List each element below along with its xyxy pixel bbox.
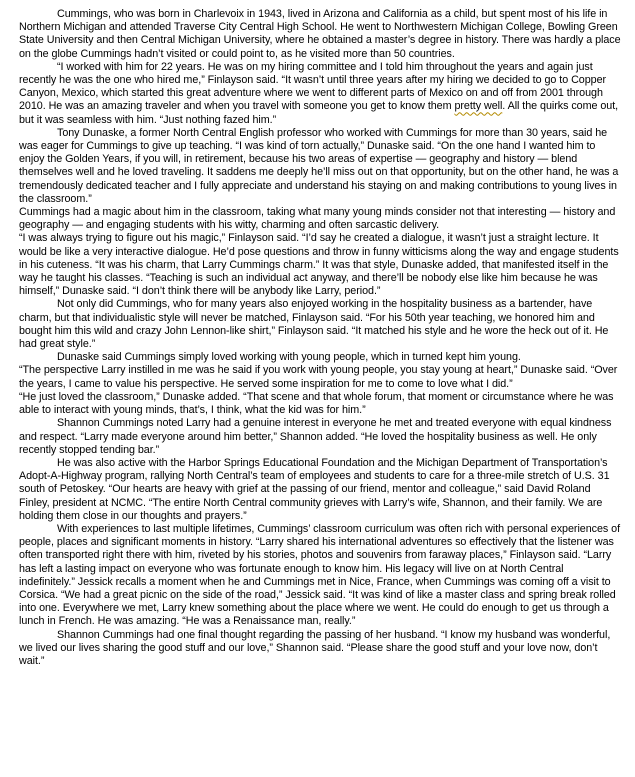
paragraph-2 <box>19 61 621 127</box>
paragraph-3: Tony Dunaske, a former North Central English professor who worked with Cummings for more than 30 years, said he was eager for Cummings to give up teaching. “I was kind of torn actually,” Dunaske said. “On the one hand I wanted him to enjoy the Golden Years, if you will, in retirement, because his two areas of expertise — geography and history — blend themselves well and he loved traveling. It saddens me deeply he’ll miss out on that opportunity, but on the other hand, he was a tremendously dedicated teacher and I fully appreciate and understand his staying on and making contributions to young lives in the classroom.” <box>19 126 619 205</box>
paragraph-6: Not only did Cummings, who for many years also enjoyed working in the hospitality business as a bartender, have charm, but that individualistic style will never be matched, Finlayson said. “For his 50th year teaching, we honored him and bought him this wild and crazy John Lennon-like shirt,” Finlayson said. “It matched his style and he wore the heck out of it. He had great style.” <box>19 298 609 351</box>
paragraph-9: “He just loved the classroom,” Dunaske added. “That scene and that whole forum, that moment or circumstance where he was able to interact with young minds, that’s, I think, what the kid was for him.” <box>19 390 614 417</box>
paragraph-2-text-before: “I worked with him for 22 years. He was on my hiring committee and I told him throughout the years and again just recently he was the one who hired me,” Finlayson said. “It wasn’t until three years after my hiring we decided to go to Copper Canyon, Mexico, which started this great adventure where we went to different parts of Mexico on and off from 2001 through 2010. He was an amazing traveler and when you travel with someone you get to know them <box>19 60 607 113</box>
paragraph-7: Dunaske said Cummings simply loved working with young people, which in turned kept him young. <box>57 351 521 364</box>
paragraph-4: Cummings had a magic about him in the classroom, taking what many young minds consider not that interesting — history and geography — and engaging students with his witty, charming and often sarcastic delivery. <box>19 206 616 232</box>
paragraph-2-text-after: . All the quirks come out, but it was seamless with him. “Just nothing fazed him.” <box>19 100 619 126</box>
paragraph-13: Shannon Cummings had one final thought regarding the passing of her husband. “I know my husband was wonderful, we lived our lives sharing the good stuff and our love,” Shannon said. “Please share the good stuff and your love now, don’t wait.” <box>19 628 611 667</box>
paragraph-5: “I was always trying to figure out his magic,” Finlayson said. “I’d say he created a dialogue, it wasn’t just a straight lecture. It would be like a very interactive dialogue. He’d pose questions and throw in funny witticisms along the way and engage students in his cuteness. “It was his charm, that Larry Cummings charm.” It was that style, Dunaske added, that manifested itself in the way he taught his classes. “Teaching is such an individual act anyway, and there’ll be nobody else like him because he was himself,” Dunaske said. “I don’t think there will be anybody like Larry, period.” <box>19 232 619 298</box>
paragraph-12: With experiences to last multiple lifetimes, Cummings’ classroom curriculum was often rich with personal experiences of people, places and significant moments in history. “Larry shared his international adventures so effectively that the listener was often transported right there with him, riveted by his stories, photos and souvenirs from faraway places,” Finlayson said. “Larry has left a lasting impact on everyone who was fortunate enough to know him. His legacy will live on at North Central indefinitely.” Jessick recalls a moment when he and Cummings met in Nice, France, when Cummings was coming off a visit to Corsica. “We had a great picnic on the side of the road,” Jessick said. “It was kind of like a master class and spring break rolled into one. Everywhere we met, Larry knew something about the place where we went. He could do enough to get us through a lunch in French. He was amazing. “He was a Renaissance man, really.” <box>19 522 621 628</box>
paragraph-1: Cummings, who was born in Charlevoix in 1943, lived in Arizona and California as a child, but spent most of his life in Northern Michigan and attended Traverse City Central High School. He went to Northwestern Michigan College, Bowling Green State University and then Central Michigan University, where he obtained a master’s degree in history. There was hardly a place on the globe Cummings hadn’t visited or could point to, as he visited more than 50 countries. <box>19 8 621 60</box>
paragraph-11: He was also active with the Harbor Springs Educational Foundation and the Michigan Department of Transportation’s Adopt-A-Highway program, rallying North Central’s team of employees and students to care for a three-mile stretch of U.S. 31 south of Petoskey. “Our hearts are heavy with grief at the passing of our friend, mentor and colleague,” said David Roland Finley, president at NCMC. “The entire North Central community grieves with Larry’s wife, Shannon, and their family. We are holding them close in our thoughts and prayers.” <box>19 456 610 522</box>
paragraph-10: Shannon Cummings noted Larry had a genuine interest in everyone he met and treated everyone with equal kindness and respect. “Larry made everyone around him better,” Shannon added. “He loved the hospitality business as well. He only recently stopped tending bar.” <box>19 417 612 456</box>
paragraph-8: “The perspective Larry instilled in me was he said if you work with young people, you stay young at heart,” Dunaske said. “Over the years, I came to value his perspective. He served some inspiration for me to come to love what I did.” <box>19 364 618 390</box>
spelling-flagged-phrase[interactable]: pretty well <box>454 100 503 113</box>
